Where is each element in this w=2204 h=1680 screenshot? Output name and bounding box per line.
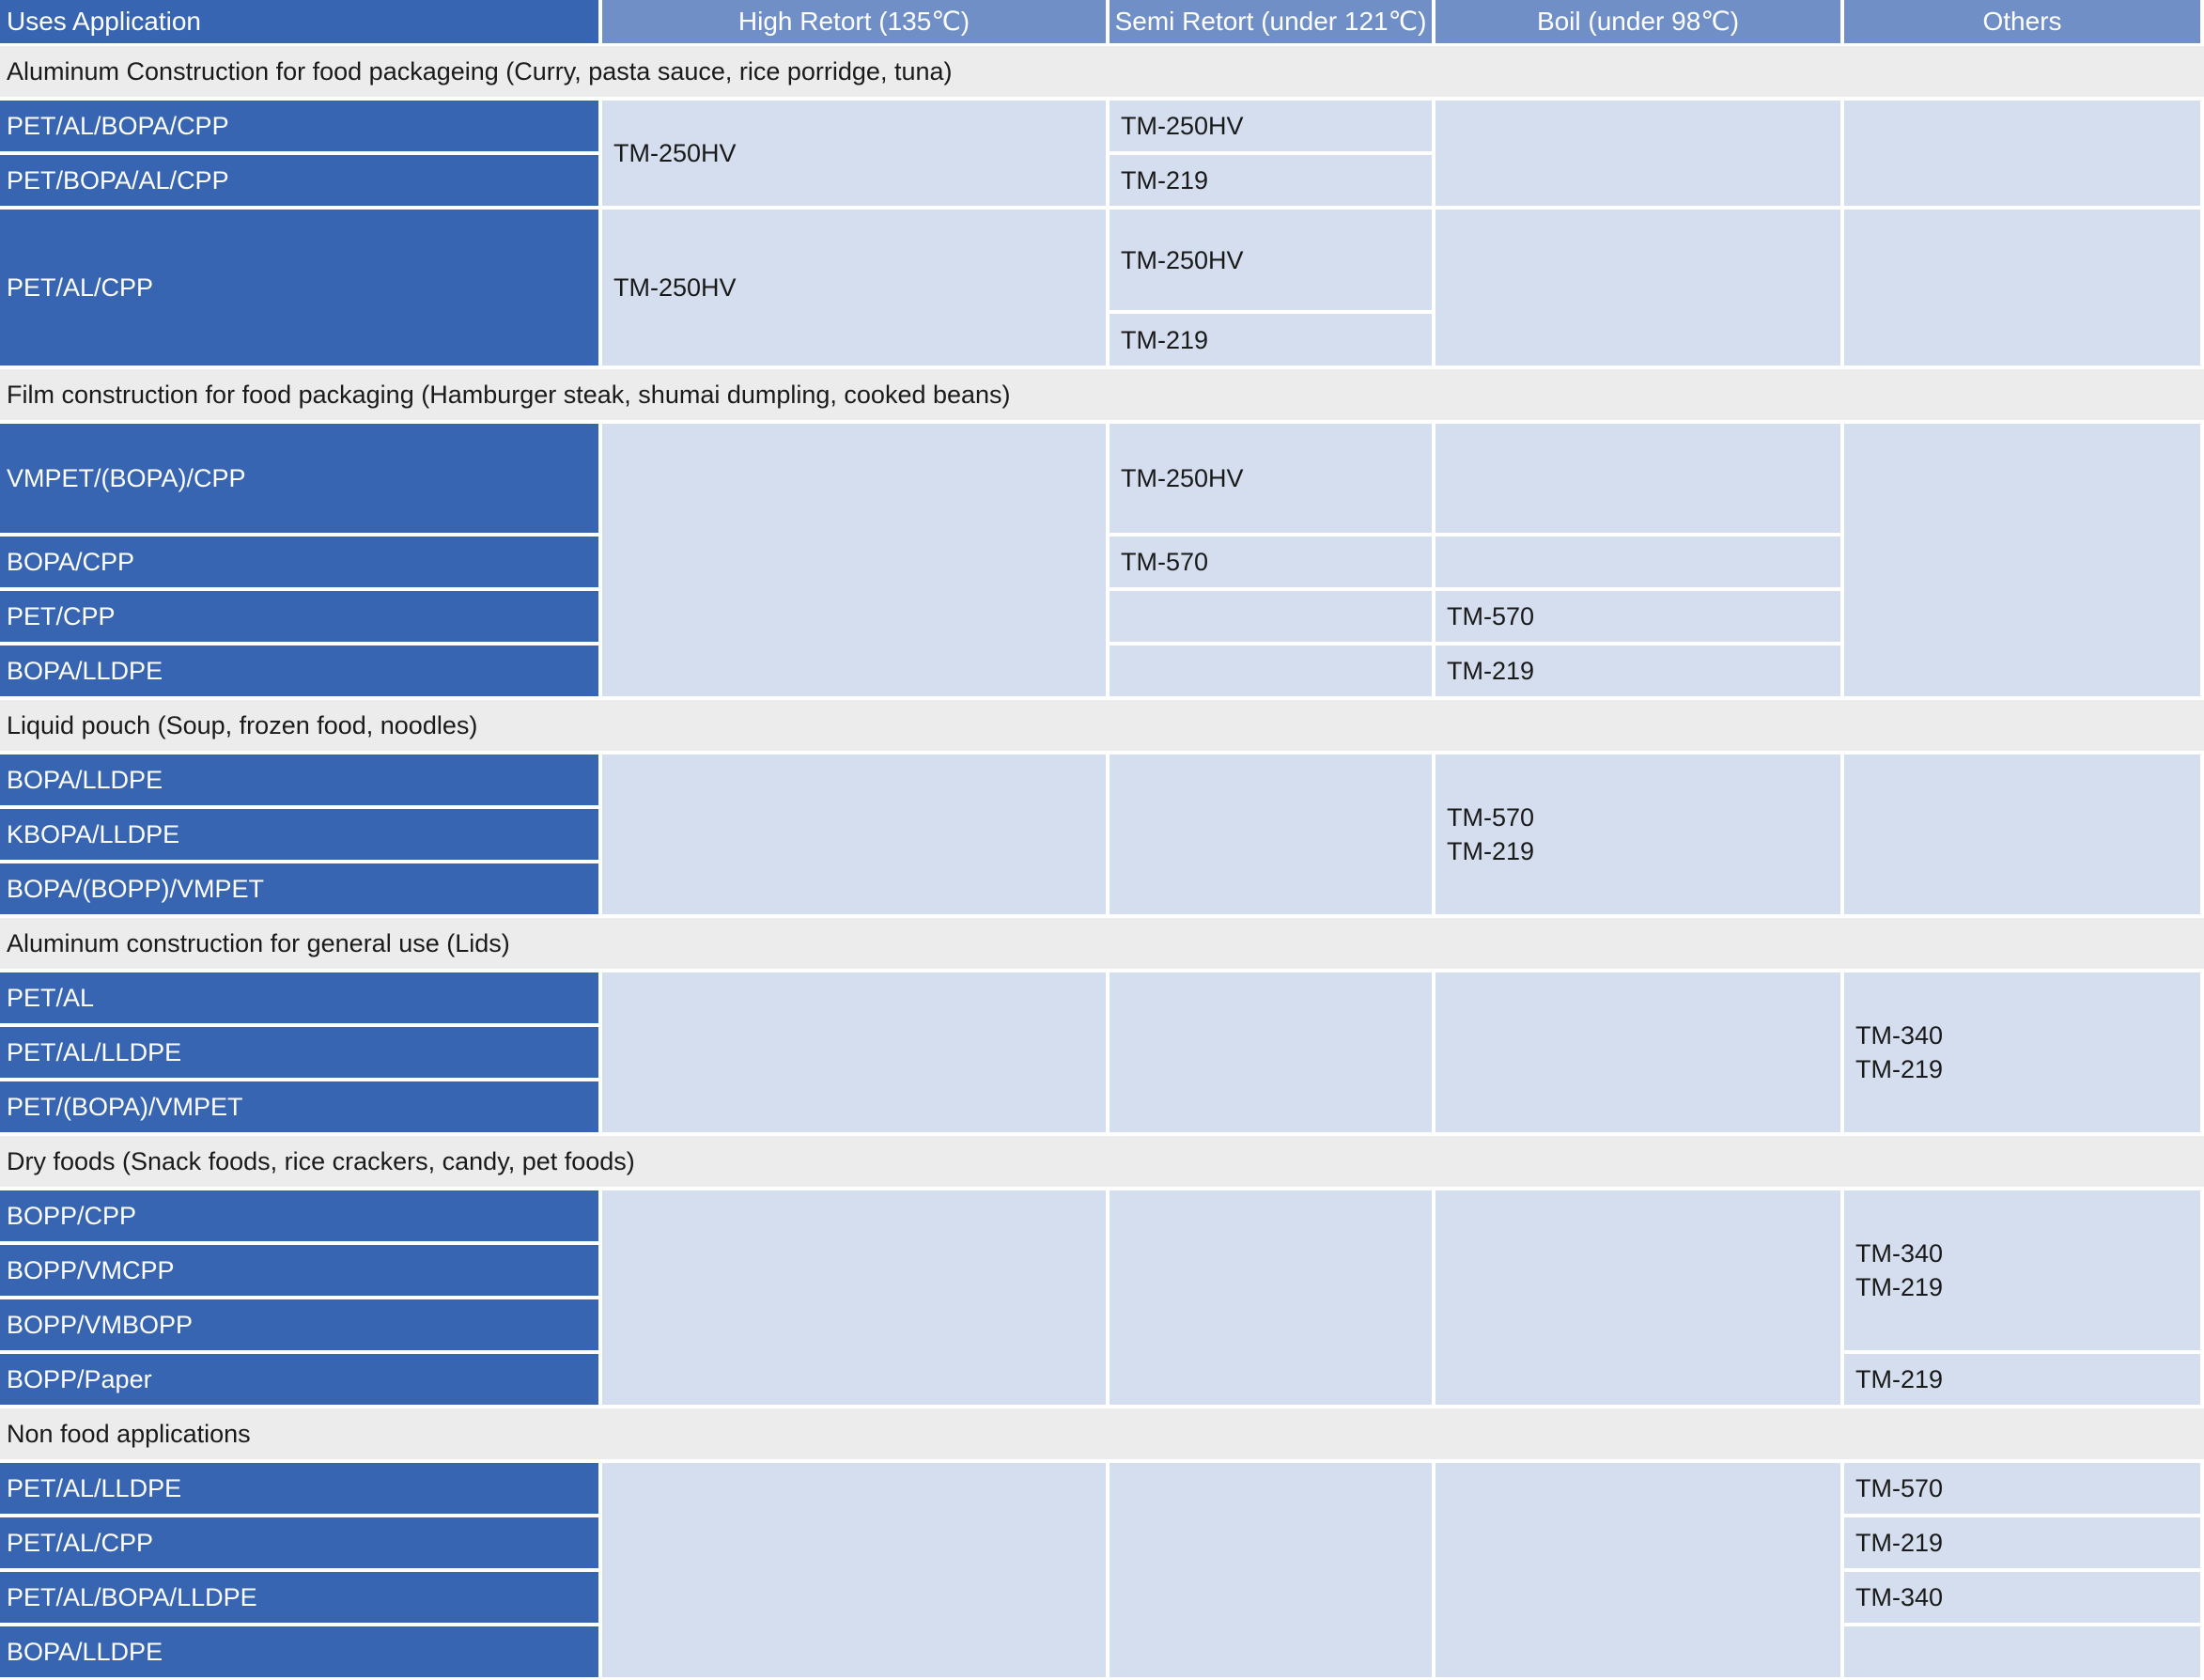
- adhesive-grade: TM-219: [1447, 657, 1535, 685]
- others-cell: [1844, 1354, 2200, 1405]
- others-cell-values: [1855, 1237, 1943, 1304]
- column-header-1: [602, 0, 1106, 43]
- construction-label: [0, 1517, 598, 1568]
- semi-retort-cell-values: [1121, 243, 1244, 277]
- adhesive-grade: TM-340: [1855, 1021, 1944, 1050]
- construction-label-text: KBOPA/LLDPE: [7, 820, 180, 848]
- adhesive-grade: TM-570: [1447, 602, 1535, 630]
- construction-label: [0, 1299, 598, 1350]
- adhesive-grade: TM-570: [1447, 803, 1535, 832]
- column-header-0: [0, 0, 598, 43]
- others-cell: [1844, 972, 2200, 1132]
- construction-label-text: BOPA/LLDPE: [7, 1638, 163, 1666]
- semi-retort-cell: [1110, 646, 1432, 696]
- construction-label: [0, 1463, 598, 1514]
- section-title-text: Aluminum Construction for food packageing (Curry, pasta sauce, rice porridge, tuna): [7, 57, 953, 86]
- semi-retort-cell: [1110, 591, 1432, 642]
- others-cell-values: [1855, 1362, 1943, 1396]
- construction-label: [0, 1354, 598, 1405]
- adhesive-grade: TM-219: [1121, 166, 1209, 194]
- semi-retort-cell-values: [1121, 461, 1244, 495]
- construction-label: [0, 1626, 598, 1677]
- adhesive-grade: TM-340: [1855, 1239, 1944, 1268]
- construction-label: [0, 754, 598, 805]
- section-title: [0, 46, 2204, 97]
- adhesive-grade: TM-219: [1855, 1055, 1944, 1083]
- column-header-1-text: High Retort (135℃): [737, 7, 970, 36]
- others-cell: [1844, 754, 2200, 914]
- others-cell: [1844, 1463, 2200, 1514]
- high-retort-cell-values: [613, 271, 737, 304]
- section-title: [0, 1408, 2204, 1459]
- column-header-0-text: Uses Application: [7, 7, 202, 36]
- high-retort-cell: [602, 754, 1106, 914]
- construction-label-text: PET/CPP: [7, 602, 116, 630]
- adhesive-grade: TM-340: [1855, 1583, 1944, 1611]
- high-retort-cell: [602, 1190, 1106, 1405]
- adhesive-grade: TM-250HV: [1121, 464, 1244, 492]
- section-title: [0, 369, 2204, 420]
- high-retort-cell: [602, 101, 1106, 206]
- construction-label: [0, 210, 598, 366]
- others-cell-values: [1855, 1471, 1943, 1505]
- construction-label-text: PET/AL: [7, 984, 95, 1012]
- semi-retort-cell: [1110, 101, 1432, 151]
- adhesive-grade: TM-219: [1855, 1529, 1944, 1557]
- construction-label: [0, 1027, 598, 1078]
- high-retort-cell: [602, 424, 1106, 696]
- others-cell-values: [1855, 1580, 1943, 1614]
- construction-label: [0, 537, 598, 587]
- adhesive-grade: TM-570: [1121, 548, 1209, 576]
- construction-label: [0, 646, 598, 696]
- construction-label-text: PET/(BOPA)/VMPET: [7, 1093, 243, 1121]
- others-cell-values: [1855, 1019, 1943, 1086]
- high-retort-cell: [602, 972, 1106, 1132]
- construction-label: [0, 155, 598, 206]
- construction-label: [0, 863, 598, 914]
- others-cell: [1844, 424, 2200, 696]
- construction-label: [0, 972, 598, 1023]
- semi-retort-cell: [1110, 537, 1432, 587]
- semi-retort-cell-values: [1121, 545, 1208, 579]
- boil-cell: [1436, 537, 1840, 587]
- construction-label-text: PET/AL/LLDPE: [7, 1474, 182, 1502]
- semi-retort-cell: [1110, 754, 1432, 914]
- construction-label-text: BOPP/CPP: [7, 1202, 137, 1230]
- high-retort-cell-values: [613, 136, 737, 170]
- boil-cell: [1436, 754, 1840, 914]
- construction-label-text: BOPP/VMBOPP: [7, 1311, 194, 1339]
- section-title-text: Aluminum construction for general use (Lids): [7, 929, 510, 957]
- semi-retort-cell: [1110, 424, 1432, 533]
- high-retort-cell: [602, 1463, 1106, 1677]
- construction-label-text: BOPA/CPP: [7, 548, 135, 576]
- semi-retort-cell: [1110, 155, 1432, 206]
- boil-cell: [1436, 210, 1840, 366]
- others-cell: [1844, 101, 2200, 206]
- adhesive-grade: TM-219: [1855, 1273, 1944, 1301]
- construction-label: [0, 1245, 598, 1296]
- construction-label-text: PET/AL/BOPA/CPP: [7, 112, 229, 140]
- construction-label-text: PET/AL/LLDPE: [7, 1038, 182, 1066]
- others-cell: [1844, 1517, 2200, 1568]
- semi-retort-cell-values: [1121, 163, 1208, 197]
- boil-cell: [1436, 424, 1840, 533]
- construction-label-text: BOPA/LLDPE: [7, 657, 163, 685]
- section-title-text: Liquid pouch (Soup, frozen food, noodles): [7, 711, 478, 739]
- section-title-text: Dry foods (Snack foods, rice crackers, candy, pet foods): [7, 1147, 635, 1175]
- construction-label: [0, 1081, 598, 1132]
- construction-label-text: PET/AL/CPP: [7, 1529, 154, 1557]
- construction-label-text: BOPA/LLDPE: [7, 766, 163, 794]
- semi-retort-cell: [1110, 314, 1432, 366]
- construction-label: [0, 101, 598, 151]
- column-header-2: [1110, 0, 1432, 43]
- others-cell: [1844, 1190, 2200, 1350]
- column-header-4: [1844, 0, 2200, 43]
- semi-retort-cell: [1110, 210, 1432, 310]
- adhesive-grade: TM-250HV: [1121, 245, 1244, 274]
- construction-label-text: BOPA/(BOPP)/VMPET: [7, 875, 265, 903]
- adhesive-grade: TM-219: [1121, 325, 1209, 354]
- column-header-3-text: Boil (under 98℃): [1536, 7, 1740, 36]
- construction-label: [0, 424, 598, 533]
- others-cell: [1844, 210, 2200, 366]
- others-cell: [1844, 1626, 2200, 1677]
- boil-cell: [1436, 1463, 1840, 1677]
- section-title-text: Non food applications: [7, 1420, 251, 1448]
- boil-cell: [1436, 1190, 1840, 1405]
- construction-label-text: BOPP/Paper: [7, 1365, 152, 1393]
- adhesive-grade: TM-250HV: [1121, 112, 1244, 140]
- construction-label: [0, 809, 598, 860]
- high-retort-cell: [602, 210, 1106, 366]
- adhesive-grade: TM-250HV: [613, 139, 737, 167]
- construction-label-text: PET/BOPA/AL/CPP: [7, 166, 229, 194]
- section-title: [0, 700, 2204, 751]
- semi-retort-cell: [1110, 1190, 1432, 1405]
- adhesive-grade: TM-570: [1855, 1474, 1944, 1502]
- column-header-4-text: Others: [1982, 7, 2062, 36]
- construction-label: [0, 1190, 598, 1241]
- boil-cell: [1436, 591, 1840, 642]
- boil-cell-values: [1447, 599, 1534, 633]
- construction-label-text: BOPP/VMCPP: [7, 1256, 175, 1284]
- boil-cell-values: [1447, 654, 1534, 688]
- adhesive-grade: TM-219: [1447, 837, 1535, 865]
- boil-cell: [1436, 101, 1840, 206]
- adhesive-grade: TM-219: [1855, 1365, 1944, 1393]
- column-header-3: [1436, 0, 1840, 43]
- construction-label-text: PET/AL/CPP: [7, 273, 154, 302]
- section-title: [0, 1136, 2204, 1187]
- construction-label: [0, 591, 598, 642]
- construction-label-text: PET/AL/BOPA/LLDPE: [7, 1583, 257, 1611]
- boil-cell: [1436, 646, 1840, 696]
- column-header-2-text: Semi Retort (under 121℃): [1114, 7, 1427, 36]
- semi-retort-cell-values: [1121, 109, 1244, 143]
- semi-retort-cell: [1110, 1463, 1432, 1677]
- semi-retort-cell-values: [1121, 323, 1208, 357]
- semi-retort-cell: [1110, 972, 1432, 1132]
- boil-cell: [1436, 972, 1840, 1132]
- section-title-text: Film construction for food packaging (Hamburger steak, shumai dumpling, cooked beans): [7, 381, 1011, 409]
- section-title: [0, 918, 2204, 969]
- others-cell: [1844, 1572, 2200, 1623]
- construction-label-text: VMPET/(BOPA)/CPP: [7, 464, 246, 492]
- construction-label: [0, 1572, 598, 1623]
- boil-cell-values: [1447, 801, 1534, 868]
- others-cell-values: [1855, 1526, 1943, 1560]
- adhesive-grade: TM-250HV: [613, 273, 737, 302]
